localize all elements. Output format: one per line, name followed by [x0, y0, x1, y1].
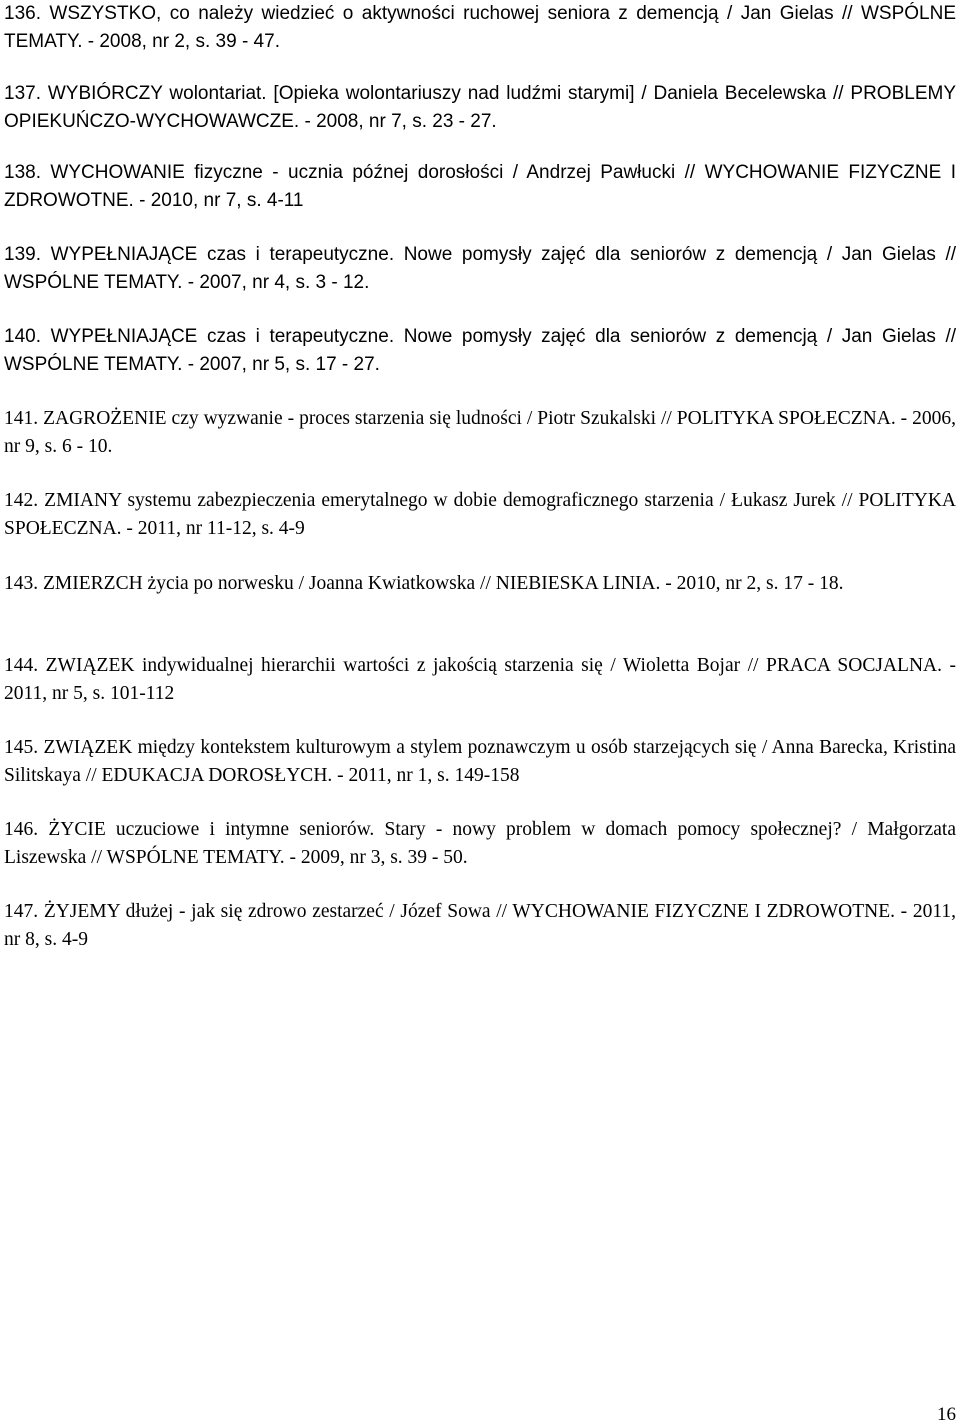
bibliography-entry-138 — [4, 159, 956, 215]
entry-text: WYCHOWANIE fizyczne - ucznia późnej dorosłości / Andrzej Pawłucki // WYCHOWANIE FIZYCZNE I ZDROWOTNE. - 2010, nr 7, s. 4-11 — [4, 162, 956, 211]
entry-number: 145. — [4, 737, 39, 758]
entry-text: ZAGROŻENIE czy wyzwanie - proces starzenia się ludności / Piotr Szukalski // POLITYKA SPOŁECZNA. - 2006, nr 9, s. 6 - 10. — [4, 408, 957, 457]
entry-number: 142. — [4, 490, 39, 511]
entry-text: WYBIÓRCZY wolontariat. [Opieka wolontariuszy nad ludźmi starymi] / Daniela Becelewska // PROBLEMY OPIEKUŃCZO-WYCHOWAWCZE. - 2008, nr 7, s. 23 - 27. — [4, 83, 956, 132]
bibliography-entry-137 — [4, 80, 956, 136]
entry-text: WYPEŁNIAJĄCE czas i terapeutyczne. Nowe pomysły zajęć dla seniorów z demencją / Jan Gielas // WSPÓLNE TEMATY. - 2007, nr 4, s. 3 - 12. — [4, 244, 956, 293]
entry-number: 143. — [4, 573, 39, 594]
entry-number: 140. — [4, 326, 41, 347]
entry-number: 137. — [4, 83, 41, 104]
entry-text: ZMIANY systemu zabezpieczenia emerytalnego w dobie demograficznego starzenia / Łukasz Jurek // POLITYKA SPOŁECZNA. - 2011, nr 11-12, s. 4-9 — [4, 490, 957, 539]
entry-number: 139. — [4, 244, 41, 265]
entry-text: ŻYCIE uczuciowe i intymne seniorów. Stary - nowy problem w domach pomocy społecznej? / Małgorzata Liszewska // WSPÓLNE TEMATY. - 2009, nr 3, s. 39 - 50. — [4, 819, 956, 868]
bibliography-entry-143 — [4, 570, 956, 598]
entry-number: 138. — [4, 162, 41, 183]
bibliography-entry-146 — [4, 816, 956, 872]
bibliography-entry-136 — [4, 0, 956, 56]
bibliography-entry-140 — [4, 323, 956, 379]
entry-text: WSZYSTKO, co należy wiedzieć o aktywności ruchowej seniora z demencją / Jan Gielas // WSPÓLNE TEMATY. - 2008, nr 2, s. 39 - 47. — [4, 3, 957, 52]
bibliography-entry-141 — [4, 405, 956, 461]
bibliography-entry-139 — [4, 241, 956, 297]
entry-number: 136. — [4, 3, 41, 24]
entry-text: WYPEŁNIAJĄCE czas i terapeutyczne. Nowe pomysły zajęć dla seniorów z demencją / Jan Gielas // WSPÓLNE TEMATY. - 2007, nr 5, s. 17 - 27. — [4, 326, 956, 375]
entry-text: ZWIĄZEK indywidualnej hierarchii wartości z jakością starzenia się / Wioletta Bojar // PRACA SOCJALNA. - 2011, nr 5, s. 101-112 — [4, 655, 956, 704]
entry-text: ŻYJEMY dłużej - jak się zdrowo zestarzeć / Józef Sowa // WYCHOWANIE FIZYCZNE I ZDROWOTNE. - 2011, nr 8, s. 4-9 — [4, 901, 956, 950]
bibliography-entry-145 — [4, 734, 956, 790]
entry-number: 147. — [4, 901, 39, 922]
entry-number: 146. — [4, 819, 39, 840]
entry-number: 141. — [4, 408, 39, 429]
entry-text: ZWIĄZEK między kontekstem kulturowym a stylem poznawczym u osób starzejących się / Anna Barecka, Kristina Silitskaya // EDUKACJA DOROSŁYCH. - 2011, nr 1, s. 149-158 — [4, 737, 957, 786]
bibliography-entry-144 — [4, 652, 956, 708]
entry-number: 144. — [4, 655, 39, 676]
entry-text: ZMIERZCH życia po norwesku / Joanna Kwiatkowska // NIEBIESKA LINIA. - 2010, nr 2, s. 17 - 18. — [43, 573, 844, 594]
page-number: 16 — [937, 1404, 956, 1425]
bibliography-entry-147 — [4, 898, 956, 954]
bibliography-entry-142 — [4, 487, 956, 543]
